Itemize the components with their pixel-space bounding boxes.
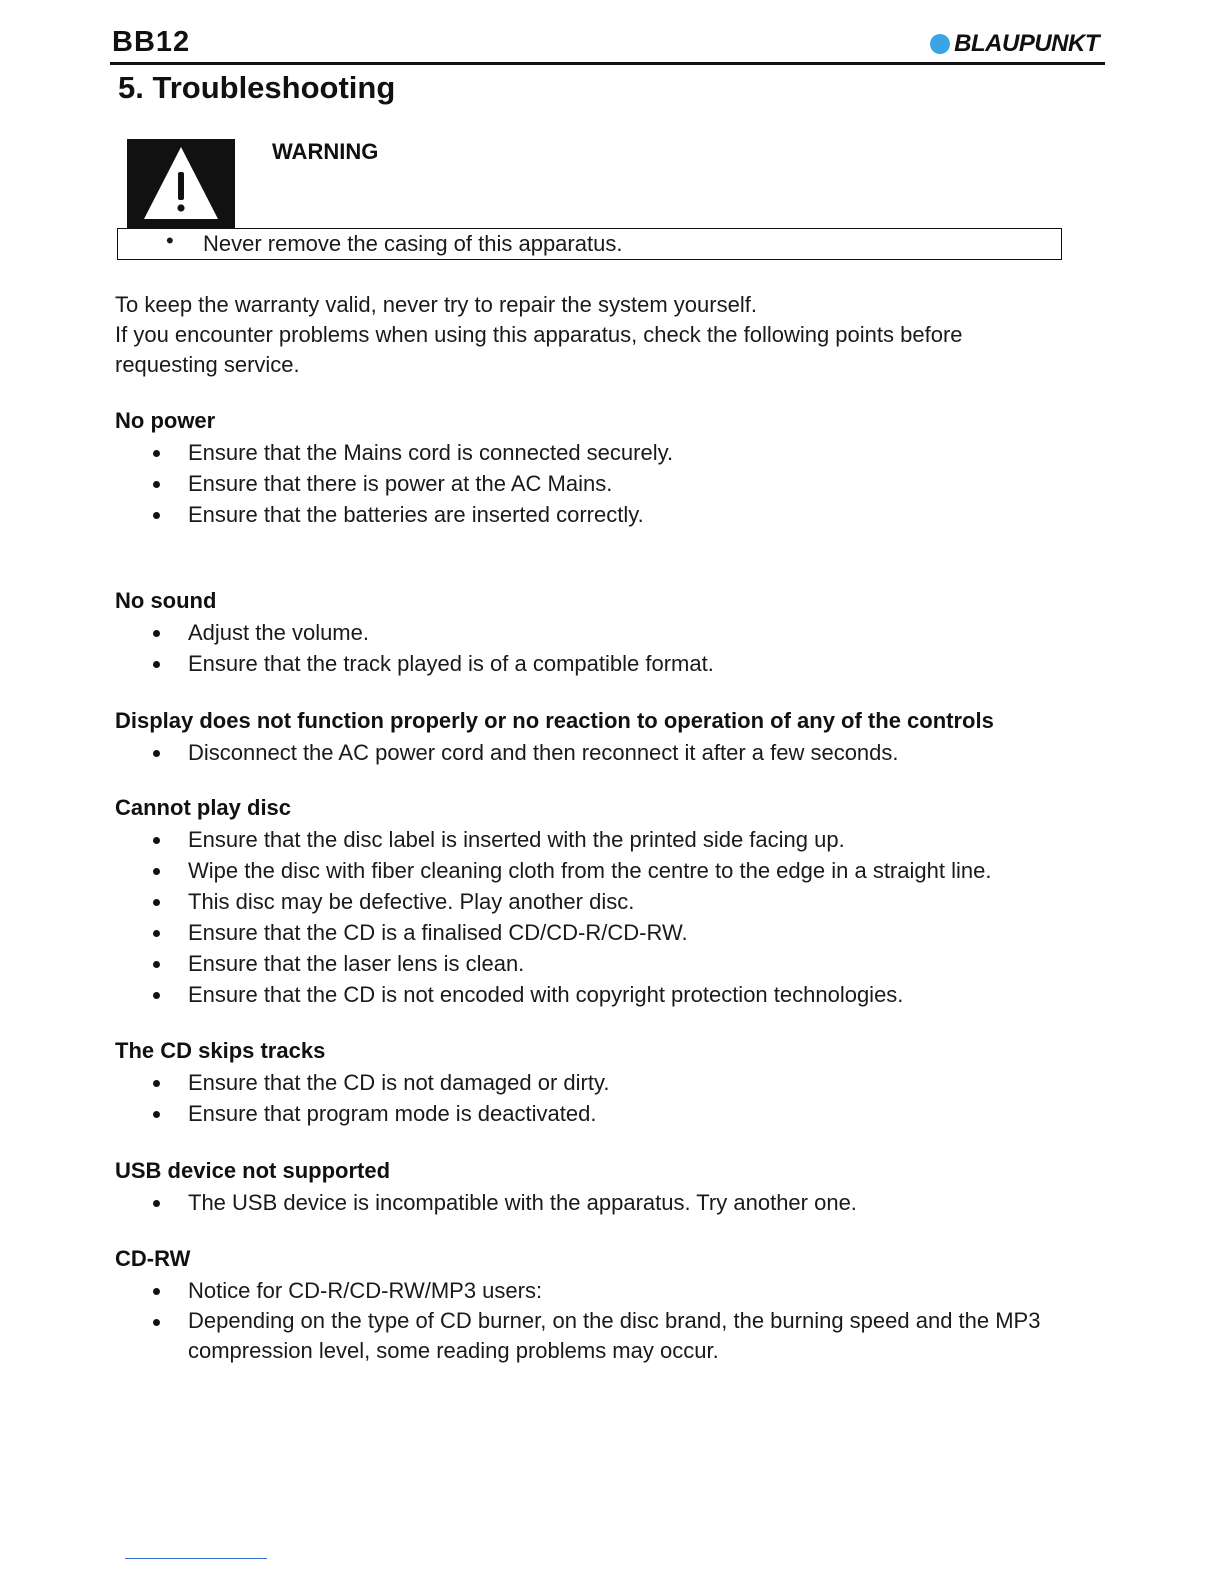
list-item: Ensure that the batteries are inserted correctly. [115,499,1115,530]
bullet-list [115,1067,1115,1129]
brand-dot-icon [930,34,950,54]
bullet-icon: • [166,228,174,253]
section-heading: No power [115,408,216,433]
section-usb [115,1156,1115,1218]
list-item: Adjust the volume. [115,617,1115,648]
list-item: Ensure that the CD is not encoded with copyright protection technologies. [115,979,1115,1010]
list-item: Ensure that the CD is a finalised CD/CD-R/CD-RW. [115,917,1115,948]
list-item: Ensure that the track played is of a compatible format. [115,648,1115,679]
brand-name: BLAUPUNKT [954,30,1099,57]
list-item: Notice for CD-R/CD-RW/MP3 users: [115,1275,1075,1306]
bullet-list [115,437,1115,530]
warning-text: Never remove the casing of this apparatus. [203,231,623,256]
intro-line-2: If you encounter problems when using this apparatus, check the following points before requesting service. [115,322,963,377]
section-no-power [115,406,1115,530]
list-item: This disc may be defective. Play another disc. [115,886,1115,917]
list-item: Depending on the type of CD burner, on the disc brand, the burning speed and the MP3 compression level, some reading problems may occur. [115,1306,1075,1366]
section-heading: CD-RW [115,1246,191,1271]
section-heading: No sound [115,588,217,613]
section-heading: The CD skips tracks [115,1038,326,1063]
list-item: Ensure that the laser lens is clean. [115,948,1115,979]
intro-paragraph [115,290,1055,380]
warning-title: WARNING [272,139,379,164]
bullet-list [115,1187,1115,1218]
list-item: Wipe the disc with fiber cleaning cloth from the centre to the edge in a straight line. [115,855,1115,886]
brand-logo [930,30,1099,58]
section-cannot-play-disc [115,793,1115,1010]
list-item: Ensure that the CD is not damaged or dirty. [115,1067,1115,1098]
list-item: The USB device is incompatible with the apparatus. Try another one. [115,1187,1115,1218]
section-cd-skips [115,1036,1115,1129]
list-item: Ensure that program mode is deactivated. [115,1098,1115,1129]
section-cd-rw [115,1244,1075,1366]
section-no-sound [115,586,1115,679]
warning-triangle-icon [127,139,235,228]
section-heading: Display does not function properly or no reaction to operation of any of the controls [115,708,994,733]
warning-box [117,228,1062,260]
bullet-list [115,824,1115,1010]
page-header [110,22,1105,65]
list-item: Disconnect the AC power cord and then reconnect it after a few seconds. [115,737,1115,768]
bullet-list [115,1275,1075,1366]
intro-line-1: To keep the warranty valid, never try to repair the system yourself. [115,292,757,317]
footer-divider [125,1558,267,1559]
section-heading: USB device not supported [115,1158,391,1183]
list-item: Ensure that there is power at the AC Mains. [115,468,1115,499]
list-item: Ensure that the disc label is inserted with the printed side facing up. [115,824,1115,855]
section-display [115,706,1115,768]
section-heading: Cannot play disc [115,795,292,820]
model-name: BB12 [112,26,191,58]
list-item: Ensure that the Mains cord is connected securely. [115,437,1115,468]
bullet-list [115,617,1115,679]
bullet-list [115,737,1115,768]
page-title: 5. Troubleshooting [118,70,396,105]
